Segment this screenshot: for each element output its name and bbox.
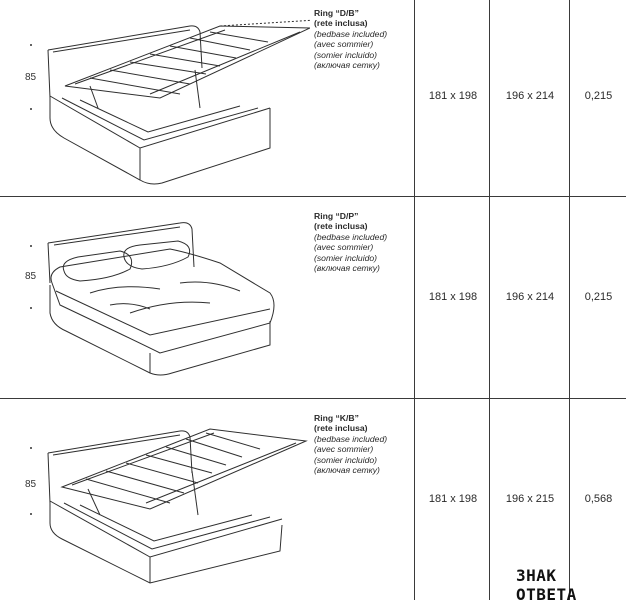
translation-en: (bedbase included) [314,231,388,242]
model-name: Ring “D/P” [314,211,359,221]
volume-cell: 0,568 [584,493,613,505]
bedbase-note: (rete inclusa) [314,221,368,232]
product-description [314,211,414,273]
model-name: Ring “K/B” [314,413,359,423]
volume-cell: 0,215 [584,291,613,303]
size-cell: 181 x 198 [428,90,478,102]
bed-open-drawing [20,411,310,597]
bed-open-drawing [20,8,310,194]
size-cell: 196 x 214 [505,291,555,303]
translation-fr: (avec sommier) [314,242,374,253]
translation-es: (somier incluido) [314,252,378,263]
translation-en: (bedbase included) [314,433,388,444]
translation-fr: (avec sommier) [314,444,374,455]
size-cell: 181 x 198 [428,291,478,303]
bedbase-note: (rete inclusa) [314,423,368,434]
product-description [314,8,414,70]
translation-es: (somier incluido) [314,454,378,465]
watermark-stamp: ЗНАК ОТВЕТА [516,566,577,604]
product-description [314,413,414,475]
table-row [0,0,626,196]
size-cell: 196 x 214 [505,90,555,102]
model-name: Ring “D/B” [314,8,359,18]
size-cell: 181 x 198 [428,493,478,505]
translation-ru: (включая сетку) [314,60,380,71]
translation-es: (somier incluido) [314,49,378,60]
height-dimension: 85 [25,72,37,83]
bedbase-note: (rete inclusa) [314,18,368,29]
height-dimension: 85 [25,479,37,490]
size-cell: 196 x 215 [505,493,555,505]
table-row [0,197,626,398]
translation-ru: (включая сетку) [314,263,380,274]
translation-fr: (avec sommier) [314,39,374,50]
translation-ru: (включая сетку) [314,465,380,476]
translation-en: (bedbase included) [314,28,388,39]
height-dimension: 85 [25,271,37,282]
bed-made-drawing [20,213,310,383]
volume-cell: 0,215 [584,90,613,102]
